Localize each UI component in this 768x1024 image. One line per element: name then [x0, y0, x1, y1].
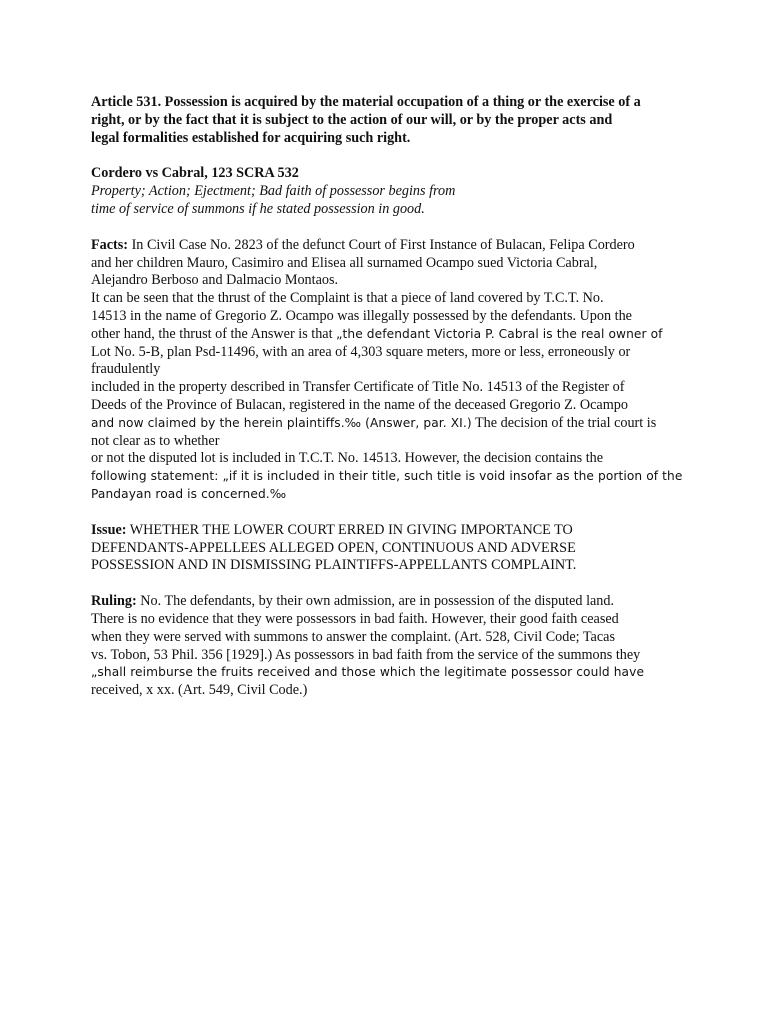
case-subtitle-line: Property; Action; Ejectment; Bad faith of possessor begins from	[91, 183, 456, 200]
facts-line: Alejandro Berboso and Dalmacio Montaos.	[91, 272, 339, 289]
facts-section	[91, 237, 681, 504]
facts-line: 14513 in the name of Gregorio Z. Ocampo was illegally possessed by the defendants. Upon the	[91, 307, 632, 324]
facts-text: other hand, the thrust of the Answer is that	[91, 325, 337, 342]
decision-quote: Pandayan road is concerned.‰	[91, 486, 287, 501]
ruling-line: received, x xx. (Art. 549, Civil Code.)	[91, 682, 308, 699]
facts-text: The decision of the trial court is	[471, 414, 657, 431]
ruling-line: vs. Tobon, 53 Phil. 356 [1929].) As possessors in bad faith from the service of the summons they	[91, 646, 641, 663]
facts-line	[91, 415, 681, 433]
facts-line: not clear as to whether	[91, 432, 220, 449]
ruling-line: when they were served with summons to answer the complaint. (Art. 528, Civil Code; Tacas	[91, 628, 615, 645]
ruling-label: Ruling:	[91, 593, 137, 610]
ruling-line: There is no evidence that they were possessors in bad faith. However, their good faith ceased	[91, 610, 619, 627]
article-line: legal formalities established for acquiring such right.	[91, 129, 411, 146]
facts-line: Lot No. 5-B, plan Psd-11496, with an area of 4,303 square meters, more or less, erroneously or	[91, 343, 631, 360]
case-subtitle	[91, 183, 681, 219]
ruling-line	[91, 593, 681, 611]
answer-quote: and now claimed by the herein plaintiffs.‰ (Answer, par. XI.)	[91, 415, 472, 430]
answer-quote: „the defendant Victoria P. Cabral is the real owner of	[336, 326, 663, 341]
issue-line: POSSESSION AND IN DISMISSING PLAINTIFFS-APPELLANTS COMPLAINT.	[91, 557, 577, 574]
document-page	[91, 94, 681, 718]
issue-line	[91, 522, 681, 540]
facts-line: or not the disputed lot is included in T.C.T. No. 14513. However, the decision contains the	[91, 450, 604, 467]
article-line: right, or by the fact that it is subject to the action of our will, or by the proper acts and	[91, 111, 613, 128]
issue-section	[91, 522, 681, 575]
facts-text: In Civil Case No. 2823 of the defunct Court of First Instance of Bulacan, Felipa Cordero	[128, 236, 635, 253]
facts-line	[91, 326, 681, 344]
facts-line: and her children Mauro, Casimiro and Elisea all surnamed Ocampo sued Victoria Cabral,	[91, 254, 598, 271]
case-subtitle-line: time of service of summons if he stated possession in good.	[91, 200, 425, 217]
ruling-text: No. The defendants, by their own admission, are in possession of the disputed land.	[136, 593, 615, 610]
facts-line: It can be seen that the thrust of the Complaint is that a piece of land covered by T.C.T. No.	[91, 290, 604, 307]
article-line: Article 531. Possession is acquired by the material occupation of a thing or the exercise of a	[91, 94, 641, 110]
facts-label: Facts:	[91, 236, 129, 253]
article-531-paragraph	[91, 94, 681, 147]
ruling-section	[91, 593, 681, 700]
facts-line: Deeds of the Province of Bulacan, registered in the name of the deceased Gregorio Z. Ocampo	[91, 396, 628, 413]
issue-text: WHETHER THE LOWER COURT ERRED IN GIVING IMPORTANCE TO	[126, 521, 573, 538]
facts-line: included in the property described in Transfer Certificate of Title No. 14513 of the Register of	[91, 379, 625, 396]
issue-label: Issue:	[91, 521, 127, 538]
case-title: Cordero vs Cabral, 123 SCRA 532	[91, 165, 299, 182]
issue-line: DEFENDANTS-APPELLEES ALLEGED OPEN, CONTINUOUS AND ADVERSE	[91, 539, 576, 556]
facts-line: fraudulently	[91, 361, 161, 378]
ruling-quote: „shall reimburse the fruits received and those which the legitimate possessor could have	[91, 665, 645, 680]
decision-quote: following statement: „if it is included in their title, such title is void insofar as the portion of the	[91, 469, 683, 484]
facts-line	[91, 237, 681, 255]
